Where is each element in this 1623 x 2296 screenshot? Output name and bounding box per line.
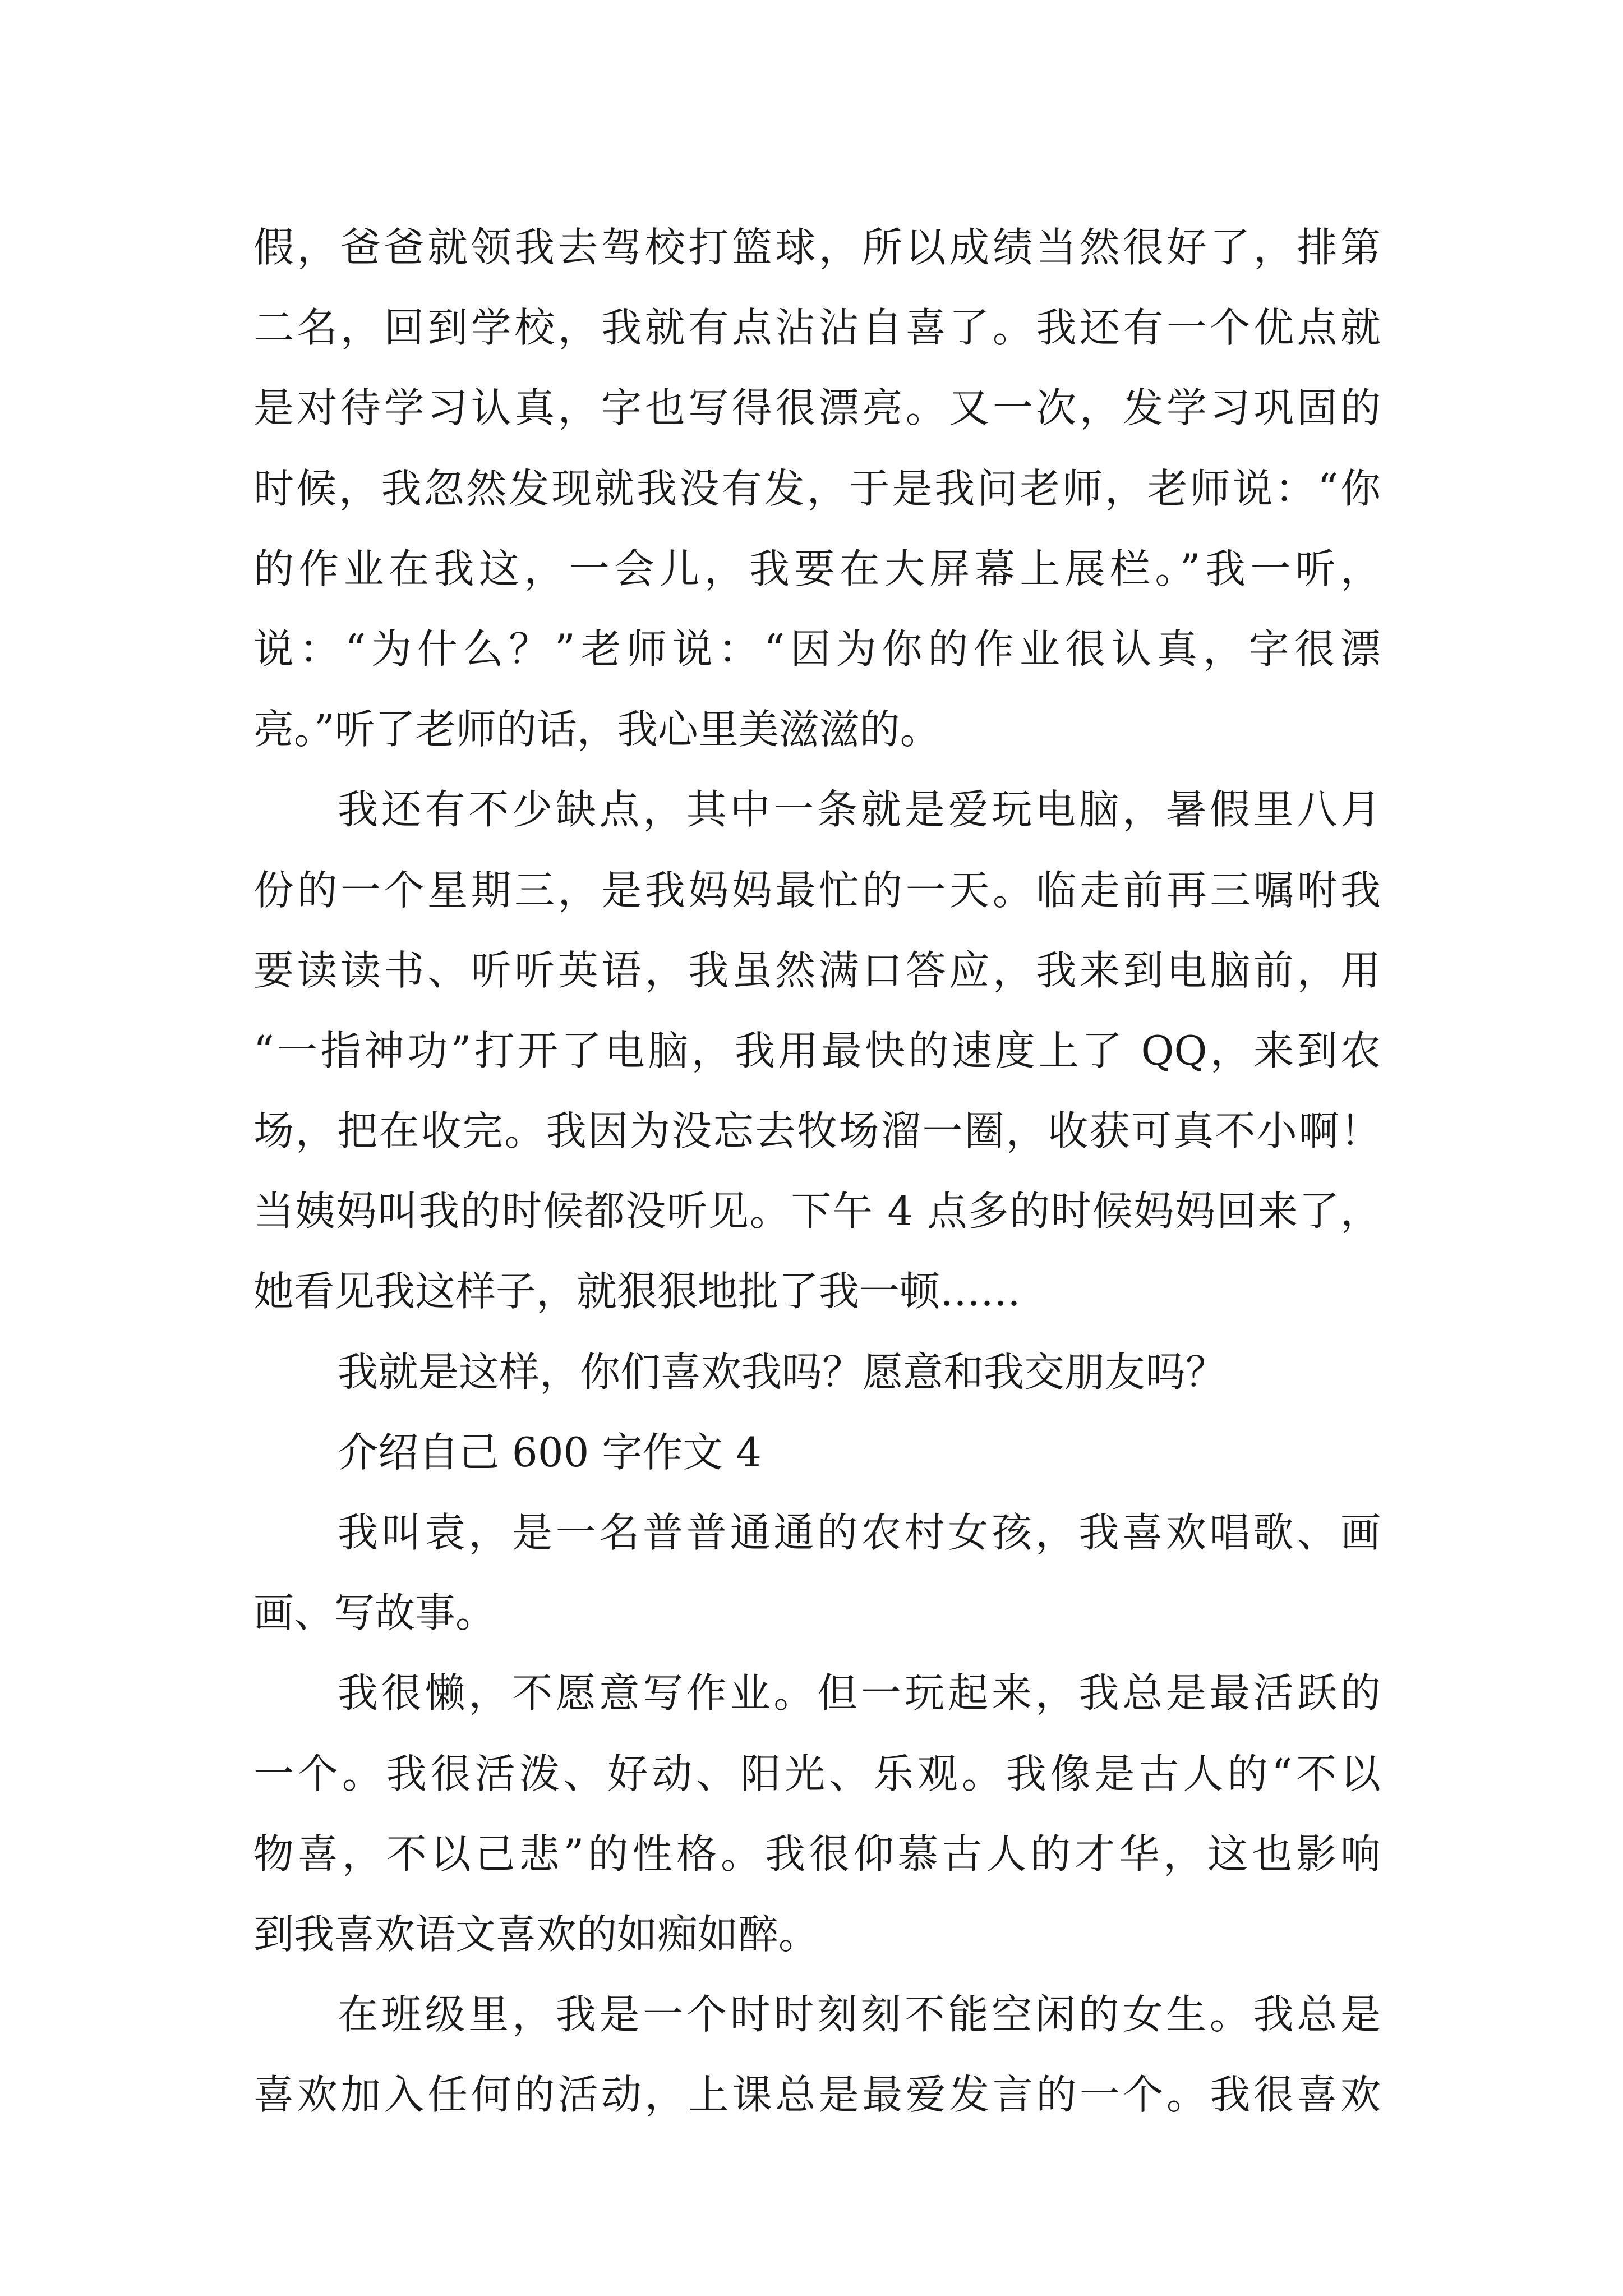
text-line: 二名，回到学校，我就有点沾沾自喜了。我还有一个优点就 — [253, 304, 1381, 352]
text-line: 假，爸爸就领我去驾校打篮球，所以成绩当然很好了，排第 — [253, 224, 1381, 271]
text-line: 要读读书、听听英语，我虽然满口答应，我来到电脑前，用 — [253, 946, 1381, 994]
text-line: 一个。我很活泼、好动、阳光、乐观。我像是古人的“不以 — [253, 1750, 1381, 1797]
text-line: 当姨妈叫我的时候都没听见。下午 4 点多的时候妈妈回来了， — [253, 1188, 1381, 1235]
text-line: 我还有不少缺点，其中一条就是爱玩电脑，暑假里八月 — [338, 786, 1381, 834]
text-line: 的作业在我这，一会儿，我要在大屏幕上展栏。”我一听， — [253, 545, 1381, 592]
text-line: 我就是这样，你们喜欢我吗？愿意和我交朋友吗？ — [338, 1348, 1227, 1396]
text-line: 份的一个星期三，是我妈妈最忙的一天。临走前再三嘱咐我 — [253, 866, 1381, 914]
text-line: 在班级里，我是一个时时刻刻不能空闲的女生。我总是 — [338, 1991, 1381, 2039]
text-line: 时候，我忽然发现就我没有发，于是我问老师，老师说：“你 — [253, 464, 1381, 512]
body-text — [253, 208, 1381, 2136]
text-line: 物喜，不以己悲”的性格。我很仰慕古人的才华，这也影响 — [253, 1830, 1381, 1878]
text-line: 画、写故事。 — [253, 1589, 496, 1637]
text-line: 她看见我这样子，就狠狠地批了我一顿…… — [253, 1268, 1021, 1315]
text-line: 到我喜欢语文喜欢的如痴如醉。 — [253, 1910, 819, 1958]
text-line: 喜欢加入任何的活动，上课总是最爱发言的一个。我很喜欢 — [253, 2071, 1381, 2119]
text-line: 我叫袁，是一名普普通通的农村女孩，我喜欢唱歌、画 — [338, 1509, 1381, 1556]
text-line: 亮。”听了老师的话，我心里美滋滋的。 — [253, 706, 940, 753]
text-line: “一指神功”打开了电脑，我用最快的速度上了 QQ，来到农 — [253, 1027, 1381, 1074]
text-line: 是对待学习认真，字也写得很漂亮。又一次，发学习巩固的 — [253, 384, 1381, 432]
text-line: 我很懒，不愿意写作业。但一玩起来，我总是最活跃的 — [338, 1669, 1381, 1717]
text-line: 场，把在收完。我因为没忘去牧场溜一圈，收获可真不小啊！ — [253, 1107, 1381, 1155]
text-line: 说：“为什么？”老师说：“因为你的作业很认真，字很漂 — [253, 625, 1381, 673]
text-line: 介绍自己 600 字作文 4 — [338, 1428, 762, 1476]
